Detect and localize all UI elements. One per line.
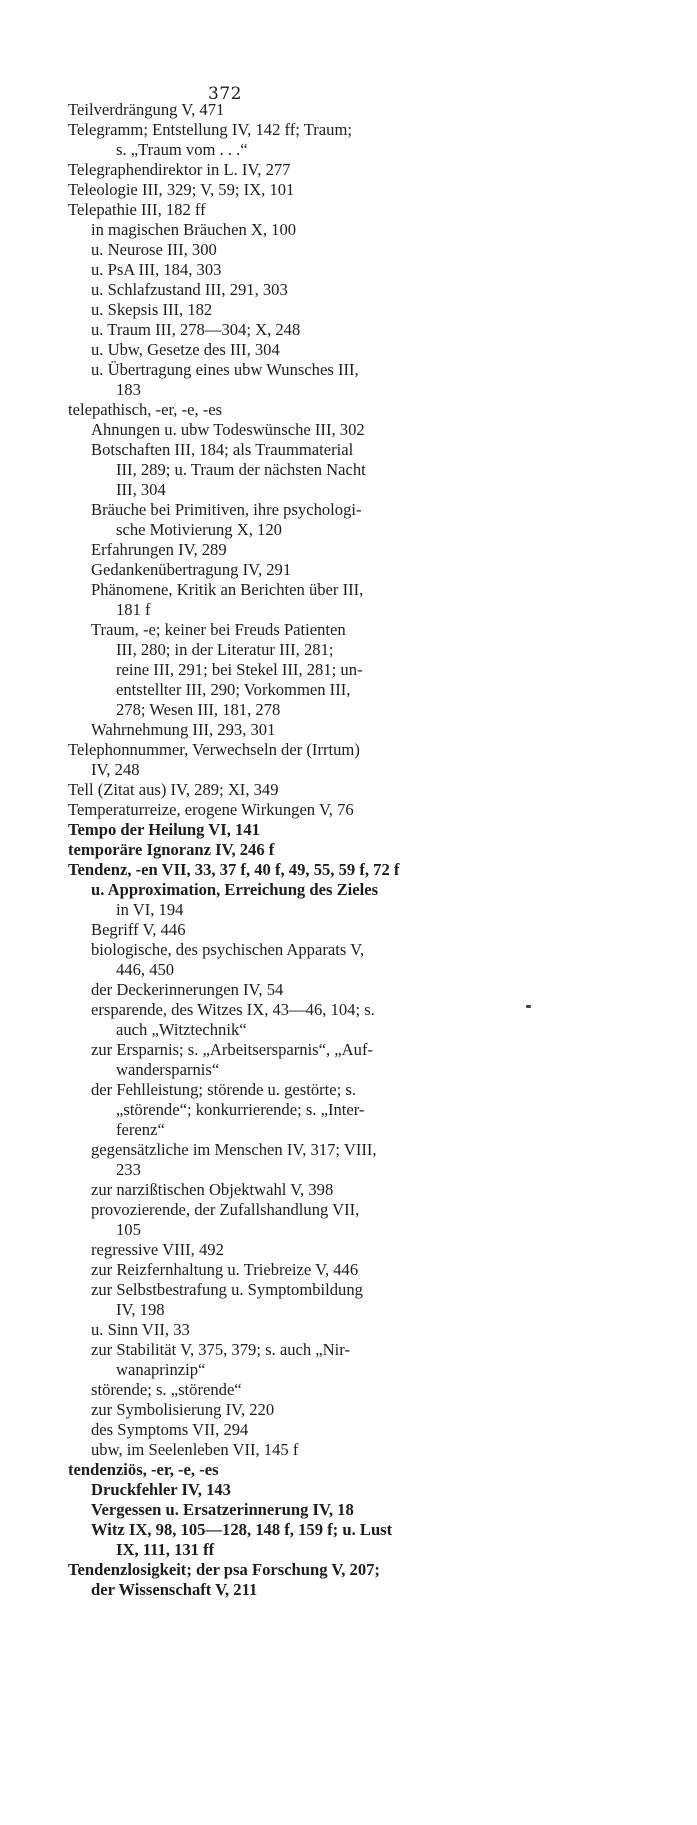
index-entry: tendenziös, -er, -e, -es [68,1460,219,1479]
index-subentry: der Deckerinnerungen IV, 54 [91,980,284,999]
index-entry: Tempo der Heilung VI, 141 [68,820,260,839]
index-subentry: biologische, des psychischen Apparats V, [91,940,365,959]
index-subentry: IV, 248 [91,760,140,779]
index-subentry: auch „Witztechnik“ [116,1020,247,1039]
stray-mark [526,1005,531,1008]
index-entry: Tendenz, -en VII, 33, 37 f, 40 f, 49, 55, 59 f, 72 f [68,860,400,879]
index-subentry: entstellter III, 290; Vorkommen III, [116,680,351,699]
index-subentry: u. Neurose III, 300 [91,240,217,259]
index-subentry: Wahrnehmung III, 293, 301 [91,720,276,739]
index-subentry: u. Ubw, Gesetze des III, 304 [91,340,280,359]
index-subentry: 181 f [116,600,151,619]
index-subentry: Druckfehler IV, 143 [91,1480,231,1499]
index-entry: temporäre Ignoranz IV, 246 f [68,840,275,859]
index-subentry: zur Reizfernhaltung u. Triebreize V, 446 [91,1260,359,1279]
index-subentry: des Symptoms VII, 294 [91,1420,249,1439]
index-entry: Telepathie III, 182 ff [68,200,206,219]
index-entry: Telegraphendirektor in L. IV, 277 [68,160,291,179]
index-subentry: u. Übertragung eines ubw Wunsches III, [91,360,359,379]
index-subentry: III, 304 [116,480,166,499]
index-subentry: Traum, -e; keiner bei Freuds Patienten [91,620,346,639]
index-entry: Teilverdrängung V, 471 [68,100,225,119]
index-subentry: Phänomene, Kritik an Berichten über III, [91,580,364,599]
index-subentry: Begriff V, 446 [91,920,186,939]
index-subentry: regressive VIII, 492 [91,1240,224,1259]
index-subentry: Botschaften III, 184; als Traummaterial [91,440,354,459]
index-subentry: in VI, 194 [116,900,184,919]
index-subentry: zur Ersparnis; s. „Arbeitsersparnis“, „Auf- [91,1040,373,1059]
index-subentry: u. Schlafzustand III, 291, 303 [91,280,288,299]
index-subentry: IX, 111, 131 ff [116,1540,215,1559]
index-subentry: ubw, im Seelenleben VII, 145 f [91,1440,299,1459]
index-subentry: ferenz“ [116,1120,165,1139]
index-subentry: Ahnungen u. ubw Todeswünsche III, 302 [91,420,365,439]
index-subentry: zur Selbstbestrafung u. Symptombildung [91,1280,363,1299]
index-entry: Telephonnummer, Verwechseln der (Irrtum) [68,740,360,759]
index-subentry: s. „Traum vom . . .“ [116,140,248,159]
index-subentry: 278; Wesen III, 181, 278 [116,700,281,719]
index-subentry: 233 [116,1160,141,1179]
index-subentry: 446, 450 [116,960,175,979]
index-entry: Tendenzlosigkeit; der psa Forschung V, 207; [68,1560,380,1579]
index-subentry: sche Motivierung X, 120 [116,520,282,539]
index-subentry: wandersparnis“ [116,1060,220,1079]
index-subentry: u. Skepsis III, 182 [91,300,213,319]
index-entry: telepathisch, -er, -e, -es [68,400,223,419]
index-subentry: u. Sinn VII, 33 [91,1320,190,1339]
index-subentry: in magischen Bräuchen X, 100 [91,220,297,239]
index-subentry: Erfahrungen IV, 289 [91,540,227,559]
index-subentry: u. Approximation, Erreichung des Zieles [91,880,379,899]
index-entry: Telegramm; Entstellung IV, 142 ff; Traum; [68,120,352,139]
index-subentry: 183 [116,380,141,399]
index-subentry: III, 289; u. Traum der nächsten Nacht [116,460,366,479]
index-subentry: zur narzißtischen Objektwahl V, 398 [91,1180,334,1199]
index-subentry: Witz IX, 98, 105—128, 148 f, 159 f; u. Lust [91,1520,393,1539]
index-subentry: der Fehlleistung; störende u. gestörte; s. [91,1080,356,1099]
index-subentry: Vergessen u. Ersatzerinnerung IV, 18 [91,1500,354,1519]
index-subentry: provozierende, der Zufallshandlung VII, [91,1200,360,1219]
index-subentry: Gedankenübertragung IV, 291 [91,560,292,579]
index-entry: Tell (Zitat aus) IV, 289; XI, 349 [68,780,279,799]
index-subentry: störende; s. „störende“ [91,1380,242,1399]
index-subentry: „störende“; konkurrierende; s. „Inter- [116,1100,365,1119]
index-subentry: Bräuche bei Primitiven, ihre psychologi- [91,500,362,519]
index-subentry: wanaprinzip“ [116,1360,206,1379]
index-subentry: u. Traum III, 278—304; X, 248 [91,320,301,339]
index-subentry: III, 280; in der Literatur III, 281; [116,640,334,659]
index-subentry: der Wissenschaft V, 211 [91,1580,258,1599]
index-subentry: u. PsA III, 184, 303 [91,260,222,279]
index-entry: Temperaturreize, erogene Wirkungen V, 76 [68,800,354,819]
index-subentry: IV, 198 [116,1300,165,1319]
index-subentry: zur Stabilität V, 375, 379; s. auch „Nir- [91,1340,350,1359]
index-subentry: ersparende, des Witzes IX, 43—46, 104; s. [91,1000,375,1019]
index-subentry: zur Symbolisierung IV, 220 [91,1400,275,1419]
index-subentry: 105 [116,1220,141,1239]
page-number: 372 [208,84,242,104]
index-subentry: gegensätzliche im Menschen IV, 317; VIII, [91,1140,377,1159]
index-entry: Teleologie III, 329; V, 59; IX, 101 [68,180,295,199]
index-subentry: reine III, 291; bei Stekel III, 281; un- [116,660,363,679]
